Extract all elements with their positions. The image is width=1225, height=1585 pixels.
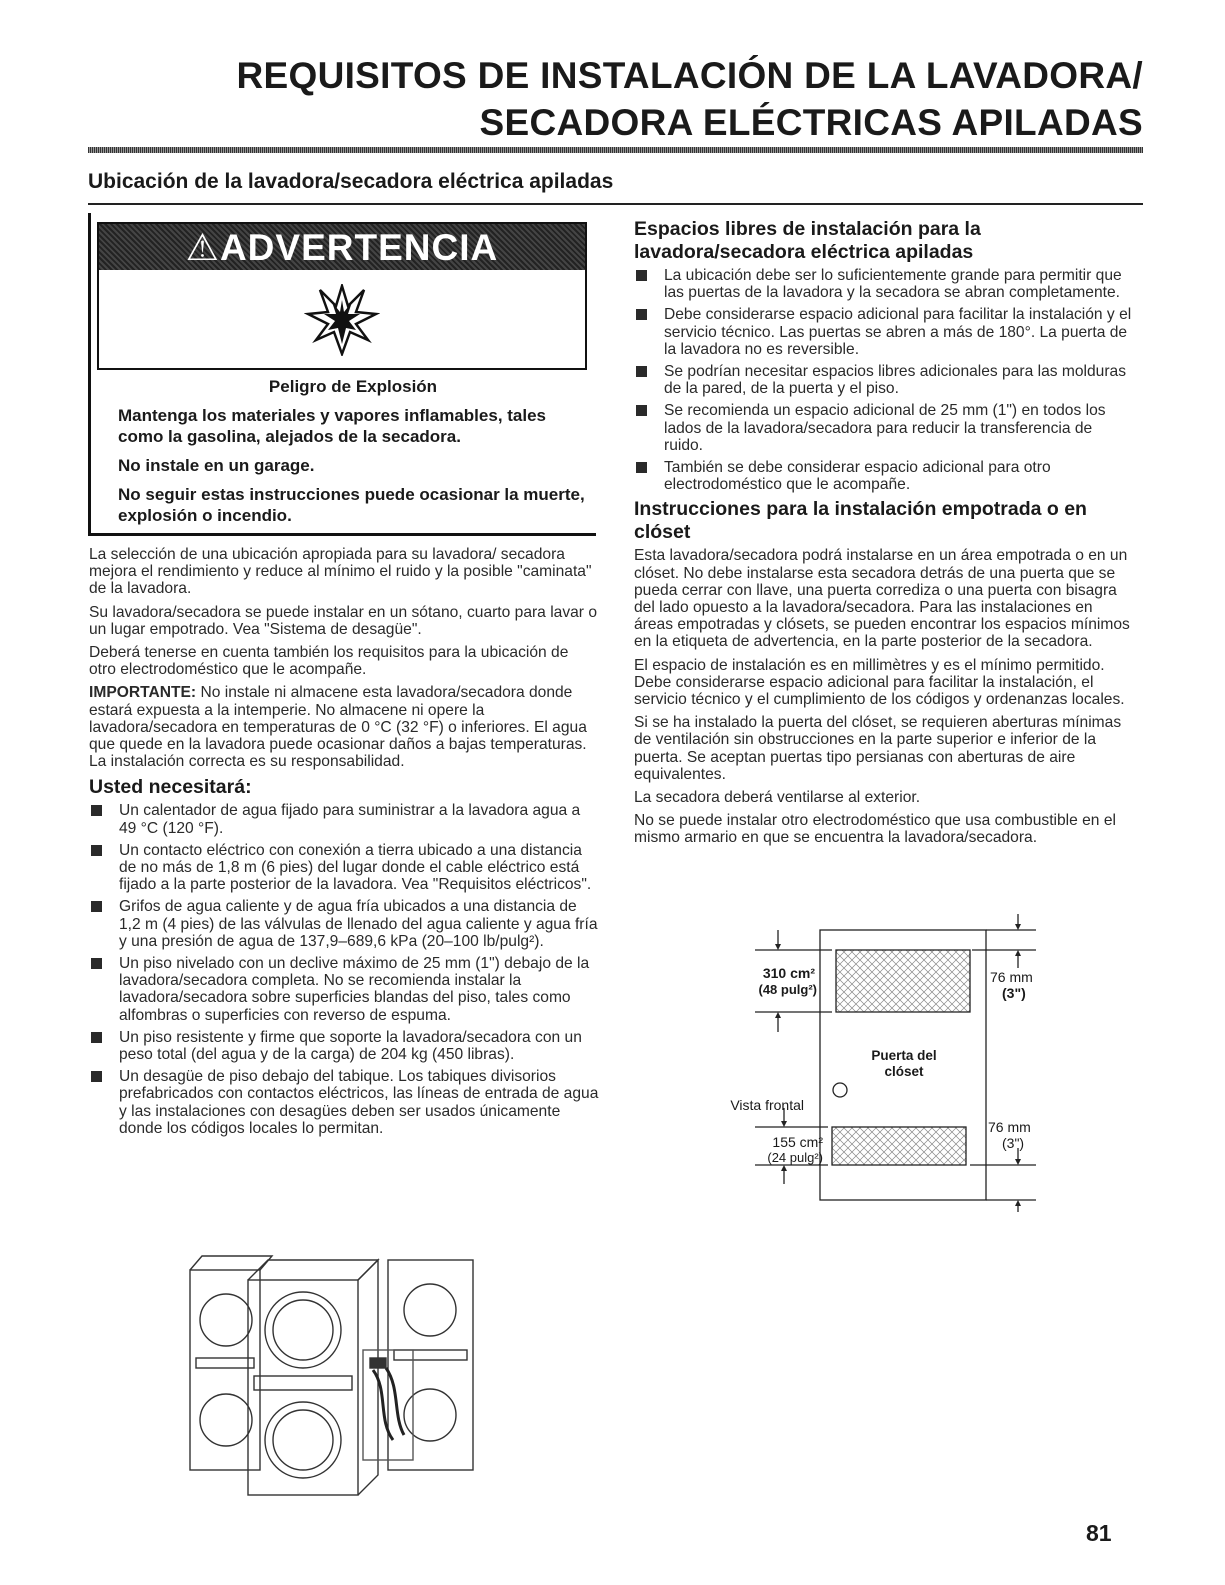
needs-item: Grifos de agua caliente y de agua fría ubicados a una distancia de 1,2 m (4 pies) de las válvulas de llenado del agua caliente y agua fría y una presión de agua de 137,9–689,6 kPa (20–100 lb/pulg²). bbox=[89, 898, 599, 950]
closet-clearance-diagram bbox=[700, 912, 1060, 1212]
stacked-washer-dryer-illustration bbox=[188, 1250, 478, 1500]
clearance-list bbox=[634, 267, 1134, 493]
door-knob-icon bbox=[833, 1083, 847, 1097]
title-divider bbox=[88, 147, 1143, 153]
closet-paragraph-5: No se puede instalar otro electrodoméstico que usa combustible en el mismo armario en que se encuentra la lavadora/secadora. bbox=[634, 812, 1116, 847]
door-label-1: Puerta del bbox=[871, 1048, 937, 1063]
warning-banner bbox=[99, 224, 585, 270]
warning-text bbox=[118, 376, 588, 534]
closet-paragraph-3: Si se ha instalado la puerta del clóset, se requieren aberturas mínimas de ventilación sin obstrucciones en la parte superior e inferior de la puerta. Se aceptan puertas tipo persianas con aberturas de aire equivalentes. bbox=[634, 714, 1122, 783]
bottom-gap-label-imperial: (3") bbox=[1002, 1135, 1025, 1151]
clearance-item: La ubicación debe ser lo suficientemente grande para permitir que las puertas de la lavadora y la secadora se abran completamente. bbox=[634, 267, 1134, 301]
important-label: IMPORTANTE: bbox=[89, 684, 197, 702]
clearance-heading: Espacios libres de instalación para la lavadora/secadora eléctrica apiladas bbox=[634, 218, 981, 263]
top-gap-label-imperial: (3") bbox=[1002, 985, 1026, 1001]
left-column bbox=[89, 546, 599, 1142]
needs-list bbox=[89, 802, 599, 1137]
needs-heading: Usted necesitará: bbox=[89, 776, 252, 799]
bottom-vent-opening bbox=[832, 1127, 966, 1165]
important-paragraph bbox=[89, 684, 599, 770]
location-paragraph-2: Su lavadora/secadora se puede instalar en un sótano, cuarto para lavar o un lugar empotrado. Vea "Sistema de desagüe". bbox=[89, 603, 597, 638]
bottom-area-label-imperial: (24 pulg²) bbox=[767, 1150, 823, 1165]
explosion-icon bbox=[304, 284, 380, 356]
section-divider bbox=[88, 203, 1143, 205]
clearance-item: Se recomienda un espacio adicional de 25 mm (1") en todos los lados de la lavadora/secadora para reducir la transferencia de ruido. bbox=[634, 402, 1134, 454]
clearance-item: Se podrían necesitar espacios libres adicionales para las molduras de la pared, de la puerta y el piso. bbox=[634, 363, 1134, 397]
location-paragraph-1: La selección de una ubicación apropiada para su lavadora/ secadora mejora el rendimiento y reduce al mínimo el ruido y la posible "caminata" de la lavadora. bbox=[89, 546, 592, 598]
location-paragraph-3: Deberá tenerse en cuenta también los requisitos para la ubicación de otro electrodoméstico que le acompañe. bbox=[89, 644, 569, 679]
top-vent-opening bbox=[836, 950, 970, 1012]
top-gap-label: 76 mm bbox=[990, 969, 1033, 985]
warning-triangle-icon: ⚠ bbox=[185, 226, 220, 268]
bottom-area-label: 155 cm² bbox=[772, 1134, 823, 1150]
closet-heading: Instrucciones para la instalación empotrada o en clóset bbox=[634, 498, 1087, 544]
warning-line-2: No instale en un garage. bbox=[118, 456, 315, 475]
clearance-item: Debe considerarse espacio adicional para facilitar la instalación y el servicio técnico. Las puertas se abren a más de 180°. La puerta de la lavadora no es reversible. bbox=[634, 306, 1134, 358]
bottom-gap-label: 76 mm bbox=[988, 1119, 1031, 1135]
clearance-item: También se debe considerar espacio adicional para otro electrodoméstico que le acompañe. bbox=[634, 459, 1134, 493]
needs-item: Un desagüe de piso debajo del tabique. Los tabiques divisorios prefabricados con contactos eléctricos, las líneas de entrada de agua y las instalaciones con desagües deben ser usados únicamente donde los códigos locales lo permitan. bbox=[89, 1068, 599, 1137]
needs-item: Un piso nivelado con un declive máximo de 25 mm (1") debajo de la lavadora/secadora completa. No se recomienda instalar la lavadora/secadora sobre superficies blandas del piso, tales como alfombras o superficies con reverso de espuma. bbox=[89, 955, 599, 1024]
warning-hazard: Peligro de Explosión bbox=[268, 377, 438, 396]
warning-line-3: No seguir estas instrucciones puede ocasionar la muerte, explosión o incendio. bbox=[118, 485, 585, 525]
top-area-label: 310 cm² bbox=[762, 965, 815, 981]
page-title-line-2: SECADORA ELÉCTRICAS APILADAS bbox=[479, 102, 1143, 143]
warning-line-1: Mantenga los materiales y vapores inflamables, tales como la gasolina, alejados de la secadora. bbox=[118, 406, 547, 446]
important-text: No instale ni almacene esta lavadora/secadora donde estará expuesta a la intemperie. No almacene ni opere la lavadora/secadora en temperaturas de 0 °C (32 °F) o inferiores. El agua que quede en la lavadora puede ocasionar daños a bajas temperaturas. La instalación correcta es su responsabilidad. bbox=[89, 684, 587, 771]
page-title bbox=[237, 52, 1144, 146]
door-label-2: clóset bbox=[884, 1064, 924, 1079]
page-number: 81 bbox=[1086, 1520, 1112, 1546]
section-heading: Ubicación de la lavadora/secadora eléctrica apiladas bbox=[88, 170, 614, 193]
view-label: Vista frontal bbox=[730, 1097, 804, 1113]
needs-item: Un contacto eléctrico con conexión a tierra ubicado a una distancia de no más de 1,8 m (6 pies) del lugar donde el cable eléctrico está fijado a la parte posterior de la lavadora. Vea "Requisitos eléctricos". bbox=[89, 842, 599, 894]
closet-paragraph-2: El espacio de instalación es en millimètres y es el mínimo permitido. Debe considerarse espacio adicional para facilitar la instalación, el servicio técnico y el cumplimiento de los códigos y ordenanzas locales. bbox=[634, 656, 1125, 709]
needs-item: Un calentador de agua fijado para suministrar a la lavadora agua a 49 °C (120 °F). bbox=[89, 802, 599, 836]
warning-header-panel bbox=[97, 222, 587, 370]
warning-banner-text: ⚠ADVERTENCIA bbox=[185, 226, 499, 268]
closet-paragraph-4: La secadora deberá ventilarse al exterior. bbox=[634, 789, 921, 807]
page-title-line-1: REQUISITOS DE INSTALACIÓN DE LA LAVADORA/ bbox=[236, 55, 1143, 96]
top-area-label-imperial: (48 pulg²) bbox=[758, 982, 817, 997]
needs-item: Un piso resistente y firme que soporte la lavadora/secadora con un peso total (del agua y de la carga) de 204 kg (450 libras). bbox=[89, 1029, 599, 1063]
closet-paragraph-1: Esta lavadora/secadora podrá instalarse en un área empotrada o en un clóset. No debe instalarse esta secadora detrás de una puerta que se pueda cerrar con llave, una puerta corrediza o una puerta con bisagra del lado opuesto a la lavadora/secadora. Para las instalaciones en áreas empotradas y clósets, se pueden encontrar los espacios mínimos en la etiqueta de advertencia, en la parte posterior de la secadora. bbox=[634, 547, 1130, 651]
right-column bbox=[634, 218, 1134, 853]
